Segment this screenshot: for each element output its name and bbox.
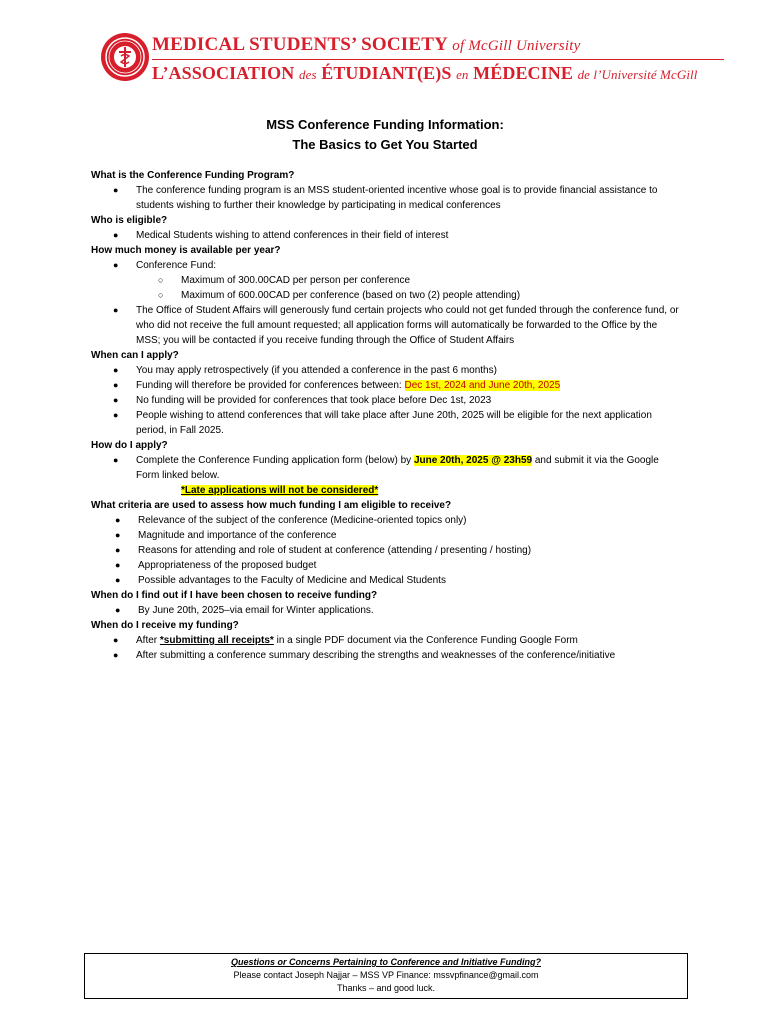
question-when: When can I apply? <box>91 350 179 361</box>
highlighted-deadline: June 20th, 2025 @ 23h59 <box>413 455 533 466</box>
list-item: ● Medical Students wishing to attend conferences in their field of interest <box>113 230 449 241</box>
footer-question: Questions or Concerns Pertaining to Conference and Initiative Funding? <box>230 957 542 967</box>
letterhead <box>100 30 730 90</box>
submitting-receipts-emphasis: *submitting all receipts* <box>159 635 274 646</box>
mss-seal-logo <box>100 32 150 82</box>
question-receive: When do I receive my funding? <box>91 620 239 631</box>
document-title: MSS Conference Funding Information: <box>266 117 504 132</box>
footer-thanks: Thanks – and good luck. <box>336 983 436 993</box>
list-item: ● Relevance of the subject of the conference (Medicine-oriented topics only) <box>115 515 467 526</box>
late-applications-notice: *Late applications will not be considered* <box>181 485 379 496</box>
letterhead-rule <box>152 59 724 60</box>
question-criteria: What criteria are used to assess how much funding I am eligible to receive? <box>91 500 452 511</box>
list-item: ● Appropriateness of the proposed budget <box>115 560 317 571</box>
org-name-english: MEDICAL STUDENTS’ SOCIETY of McGill University <box>152 34 581 55</box>
question-who: Who is eligible? <box>91 215 168 226</box>
list-item: ● Complete the Conference Funding application form (below) by June 20th, 2025 @ 23h59 and submit it via the Google Form linked below. <box>113 455 659 481</box>
document-body <box>91 168 681 663</box>
list-item: ● Reasons for attending and role of student at conference (attending / presenting / hosting) <box>115 545 532 556</box>
contact-footer-box <box>84 953 688 999</box>
list-item: ● No funding will be provided for conferences that took place before Dec 1st, 2023 <box>113 395 492 406</box>
question-how: How do I apply? <box>91 440 168 451</box>
list-item: ● People wishing to attend conferences that will take place after June 20th, 2025 will be eligible for the next application period, in Fall 2025. <box>113 410 652 436</box>
question-money: How much money is available per year? <box>91 245 281 256</box>
document-subtitle: The Basics to Get You Started <box>292 137 478 152</box>
list-item: ● By June 20th, 2025–via email for Winter applications. <box>115 605 374 616</box>
list-item: ● Possible advantages to the Faculty of Medicine and Medical Students <box>115 575 446 586</box>
list-item: ● After *submitting all receipts* in a single PDF document via the Conference Funding Google Form <box>113 635 578 646</box>
list-item: ● Conference Fund: <box>113 260 217 271</box>
highlighted-date-range: Dec 1st, 2024 and June 20th, 2025 <box>404 380 561 391</box>
list-item: ● The Office of Student Affairs will generously fund certain projects who could not get funded through the conference fund, or who did not receive the full amount requested; all application forms will automatically be forwarded to the Office by the MSS; you will be contacted if you receive funding through the Office of Student Affairs <box>113 305 679 346</box>
question-find-out: When do I find out if I have been chosen to receive funding? <box>91 590 378 601</box>
list-item: ● The conference funding program is an MSS student-oriented incentive whose goal is to provide financial assistance to students wishing to further their knowledge by participating in medical conferences <box>113 185 658 211</box>
sub-list-item: ○ Maximum of 300.00CAD per person per conference <box>158 275 411 286</box>
footer-contact: Please contact Joseph Najjar – MSS VP Finance: mssvpfinance@gmail.com <box>233 970 539 980</box>
sub-list-item: ○ Maximum of 600.00CAD per conference (based on two (2) people attending) <box>158 290 521 301</box>
list-item: ● Magnitude and importance of the conference <box>115 530 337 541</box>
list-item: ● After submitting a conference summary describing the strengths and weaknesses of the conference/initiative <box>113 650 616 661</box>
org-name-french: L’ASSOCIATION des ÉTUDIANT(E)S en MÉDECINE de l’Université McGill <box>152 63 698 83</box>
list-item: ● Funding will therefore be provided for conferences between: Dec 1st, 2024 and June 20th, 2025 <box>113 380 561 391</box>
question-what: What is the Conference Funding Program? <box>91 170 295 181</box>
list-item: ● You may apply retrospectively (if you attended a conference in the past 6 months) <box>113 365 497 376</box>
